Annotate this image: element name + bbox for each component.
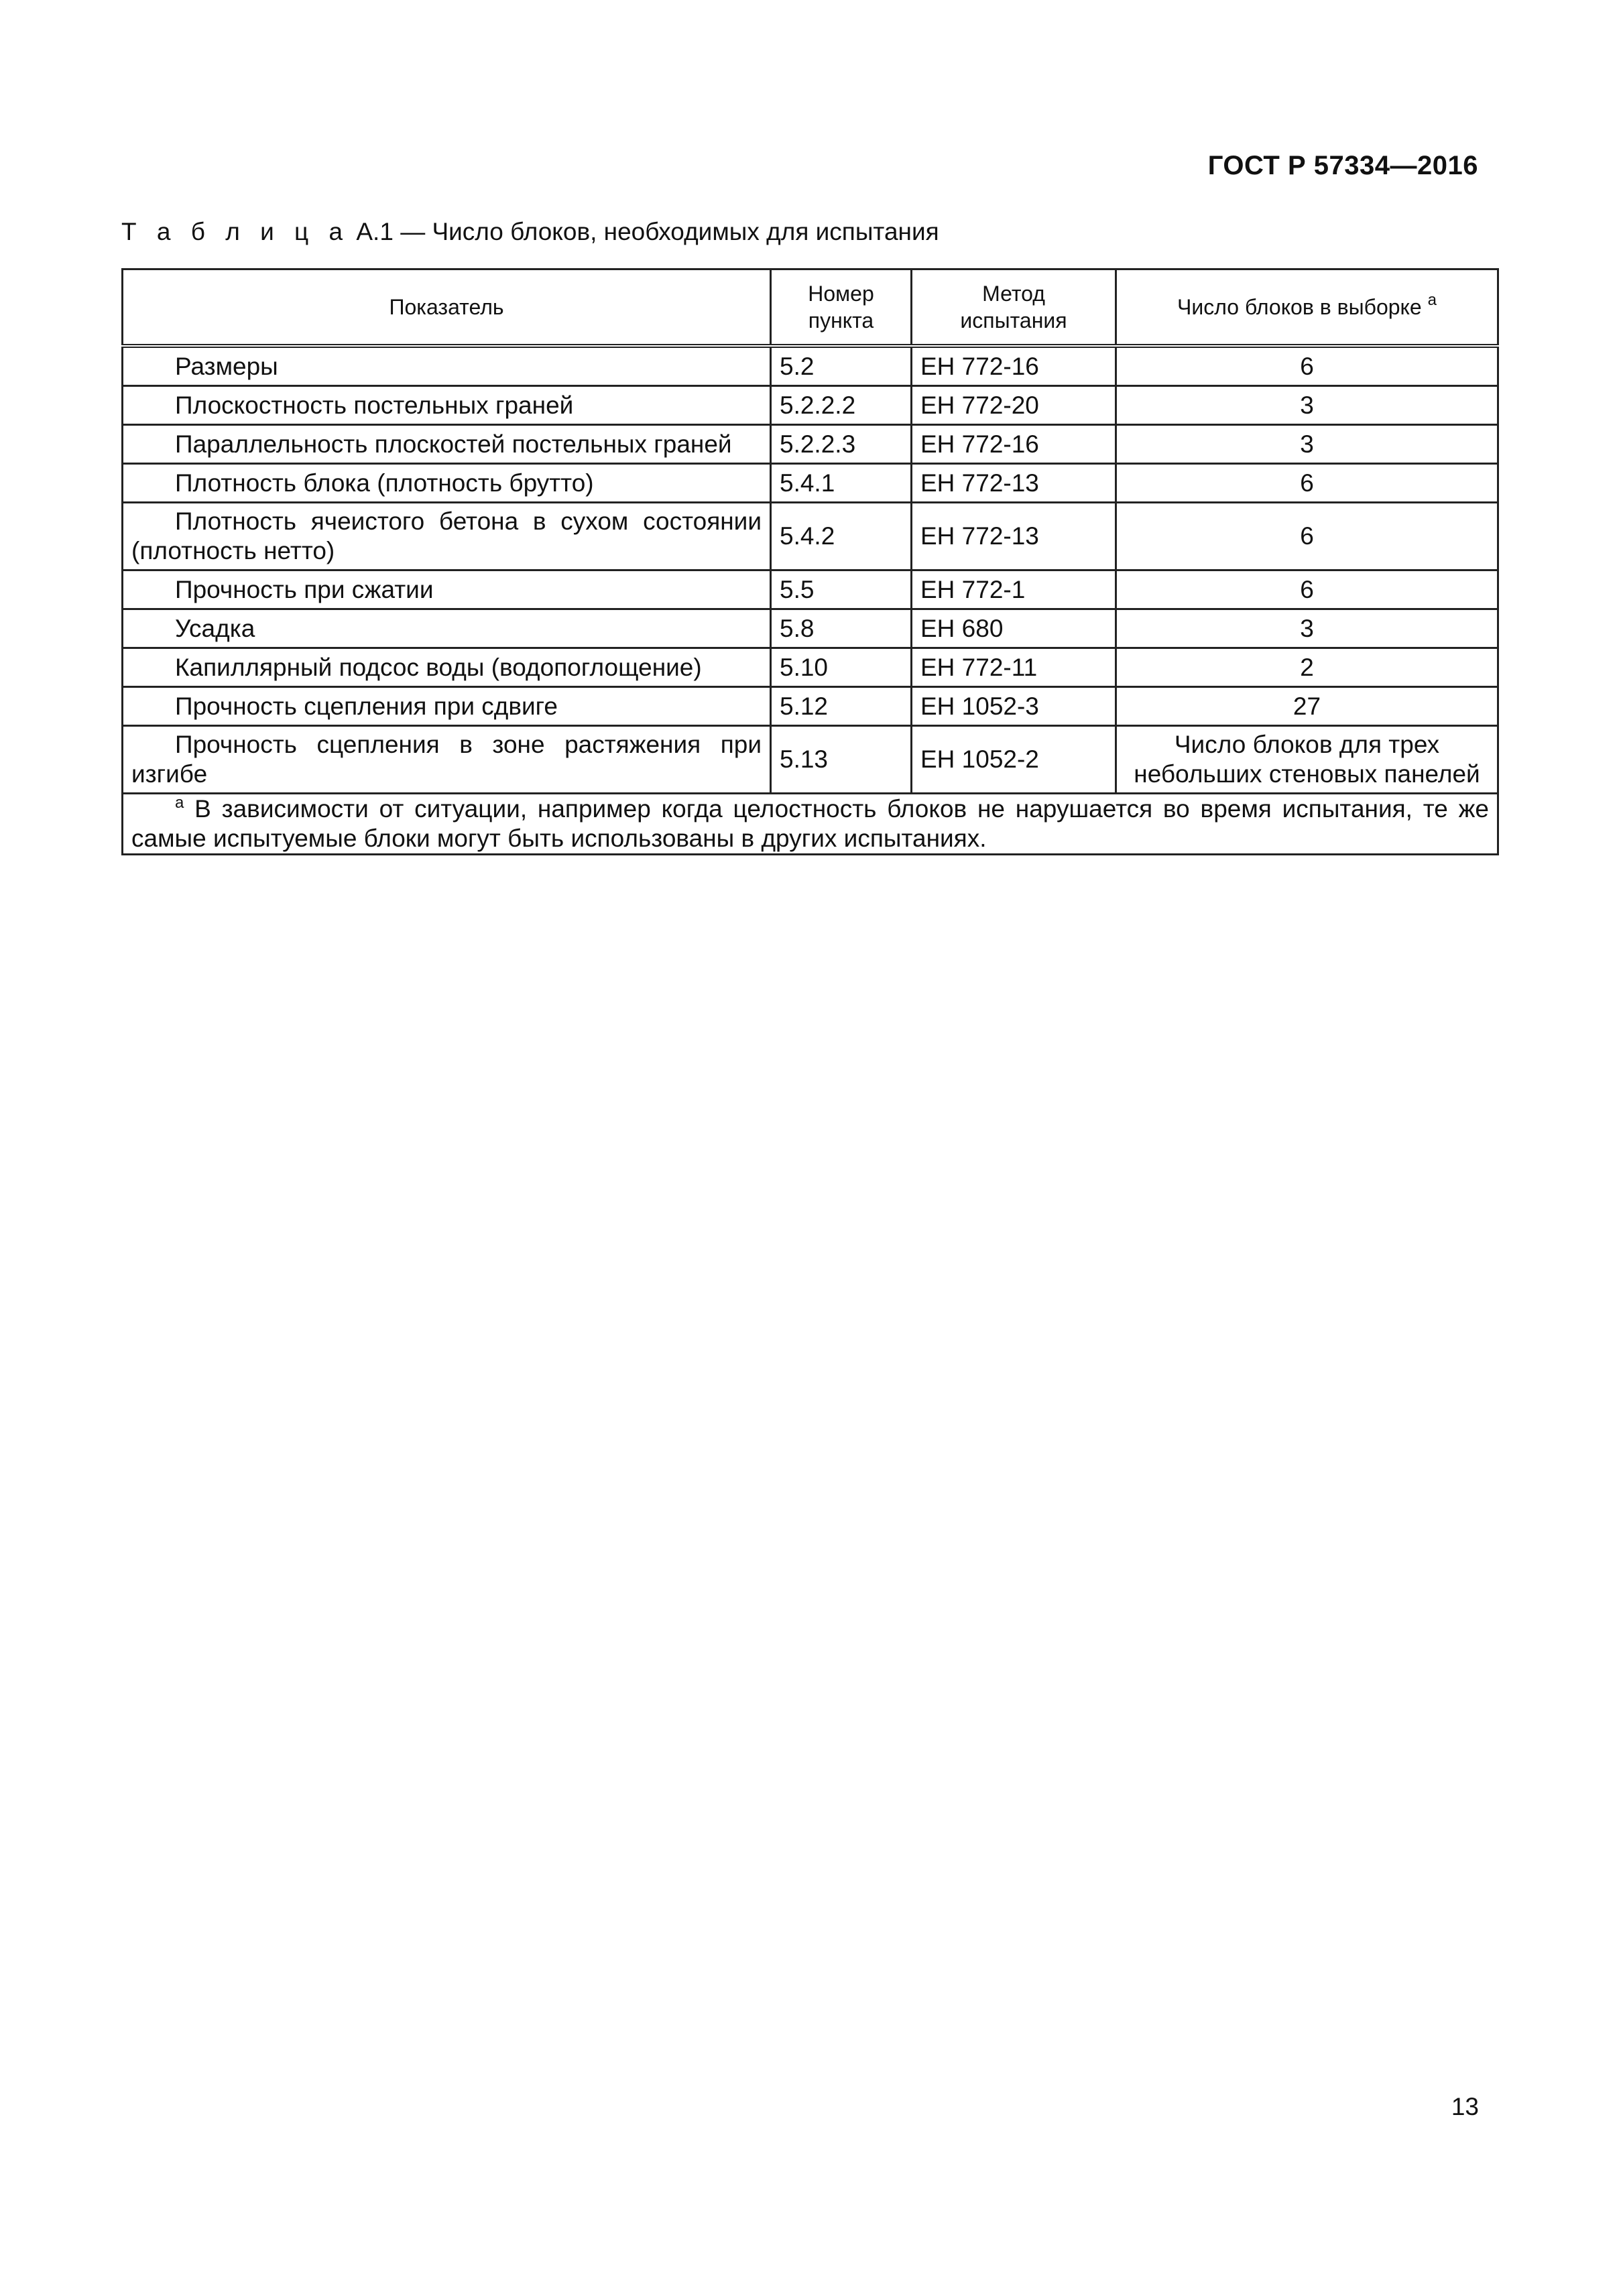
- count-cell: 3: [1116, 386, 1498, 425]
- indicator-cell: Прочность сцепления в зоне растяжения при изгибе: [123, 726, 771, 794]
- clause-cell: 5.13: [771, 726, 912, 794]
- indicator-cell: Прочность сцепления при сдвиге: [123, 687, 771, 726]
- indicator-cell: Параллельность плоскостей постельных граней: [123, 425, 771, 464]
- method-cell: ЕН 772-13: [912, 464, 1116, 503]
- count-cell: [1116, 726, 1498, 794]
- count-cell: 6: [1116, 346, 1498, 386]
- table-row: [123, 346, 1498, 386]
- clause-cell: 5.10: [771, 648, 912, 687]
- header-method-line2: испытания: [960, 308, 1067, 333]
- header-clause-line1: Номер: [808, 282, 874, 306]
- indicator-cell: Прочность при сжатии: [123, 570, 771, 609]
- count-cell-line1: Число блоков для трех: [1174, 731, 1440, 758]
- clause-cell: 5.4.1: [771, 464, 912, 503]
- indicator-cell: Плотность блока (плотность брутто): [123, 464, 771, 503]
- count-cell: 2: [1116, 648, 1498, 687]
- indicator-cell: Капиллярный подсос воды (водопоглощение): [123, 648, 771, 687]
- method-cell: ЕН 1052-3: [912, 687, 1116, 726]
- indicator-cell: Размеры: [123, 346, 771, 386]
- clause-cell: 5.8: [771, 609, 912, 648]
- document-code: ГОСТ Р 57334—2016: [1207, 151, 1478, 180]
- table-row: [123, 503, 1498, 570]
- clause-cell: 5.2: [771, 346, 912, 386]
- clause-cell: 5.2.2.2: [771, 386, 912, 425]
- count-cell: 27: [1116, 687, 1498, 726]
- table-row: [123, 726, 1498, 794]
- clause-cell: 5.12: [771, 687, 912, 726]
- header-count: [1116, 269, 1498, 347]
- method-cell: ЕН 772-16: [912, 346, 1116, 386]
- table-footnote: [123, 794, 1498, 855]
- header-count-label: Число блоков в выборке: [1177, 295, 1422, 319]
- count-cell: 6: [1116, 570, 1498, 609]
- count-cell-line2: небольших стеновых панелей: [1134, 760, 1480, 788]
- count-cell: 3: [1116, 425, 1498, 464]
- indicator-cell: Плотность ячеистого бетона в сухом состоянии (плотность нетто): [123, 503, 771, 570]
- indicator-cell: Плоскостность постельных граней: [123, 386, 771, 425]
- header-clause: [771, 269, 912, 347]
- table-row: [123, 648, 1498, 687]
- table-caption-number: А.1: [356, 218, 394, 245]
- page-number: 13: [1451, 2093, 1479, 2120]
- table-caption-dash: —: [400, 218, 426, 245]
- table-row: [123, 609, 1498, 648]
- table-row: [123, 464, 1498, 503]
- table-caption-title: Число блоков, необходимых для испытания: [432, 218, 939, 245]
- indicator-cell: Усадка: [123, 609, 771, 648]
- table-row: [123, 425, 1498, 464]
- table-header-row: [123, 269, 1498, 347]
- clause-cell: 5.2.2.3: [771, 425, 912, 464]
- table-row: [123, 570, 1498, 609]
- header-method: [912, 269, 1116, 347]
- method-cell: ЕН 1052-2: [912, 726, 1116, 794]
- count-cell: 6: [1116, 503, 1498, 570]
- clause-cell: 5.5: [771, 570, 912, 609]
- footnote-mark: a: [175, 794, 184, 812]
- header-method-line1: Метод: [982, 282, 1045, 306]
- table-row: [123, 687, 1498, 726]
- clause-cell: 5.4.2: [771, 503, 912, 570]
- method-cell: ЕН 772-20: [912, 386, 1116, 425]
- method-cell: ЕН 772-16: [912, 425, 1116, 464]
- header-count-footnote-mark: a: [1427, 291, 1437, 309]
- method-cell: ЕН 772-1: [912, 570, 1116, 609]
- table-row: [123, 386, 1498, 425]
- header-clause-line2: пункта: [808, 308, 874, 333]
- footnote-text: В зависимости от ситуации, например когда целостность блоков не нарушается во время испытания, те же самые испытуемые блоки могут быть использованы в других испытаниях.: [131, 795, 1489, 852]
- method-cell: ЕН 680: [912, 609, 1116, 648]
- table-caption-label: Т а б л и ц а: [121, 218, 350, 245]
- test-blocks-table: [121, 268, 1499, 855]
- table-footnote-row: [123, 794, 1498, 855]
- count-cell: 6: [1116, 464, 1498, 503]
- header-indicator: Показатель: [123, 269, 771, 347]
- method-cell: ЕН 772-13: [912, 503, 1116, 570]
- table-caption: [121, 218, 939, 246]
- count-cell: 3: [1116, 609, 1498, 648]
- method-cell: ЕН 772-11: [912, 648, 1116, 687]
